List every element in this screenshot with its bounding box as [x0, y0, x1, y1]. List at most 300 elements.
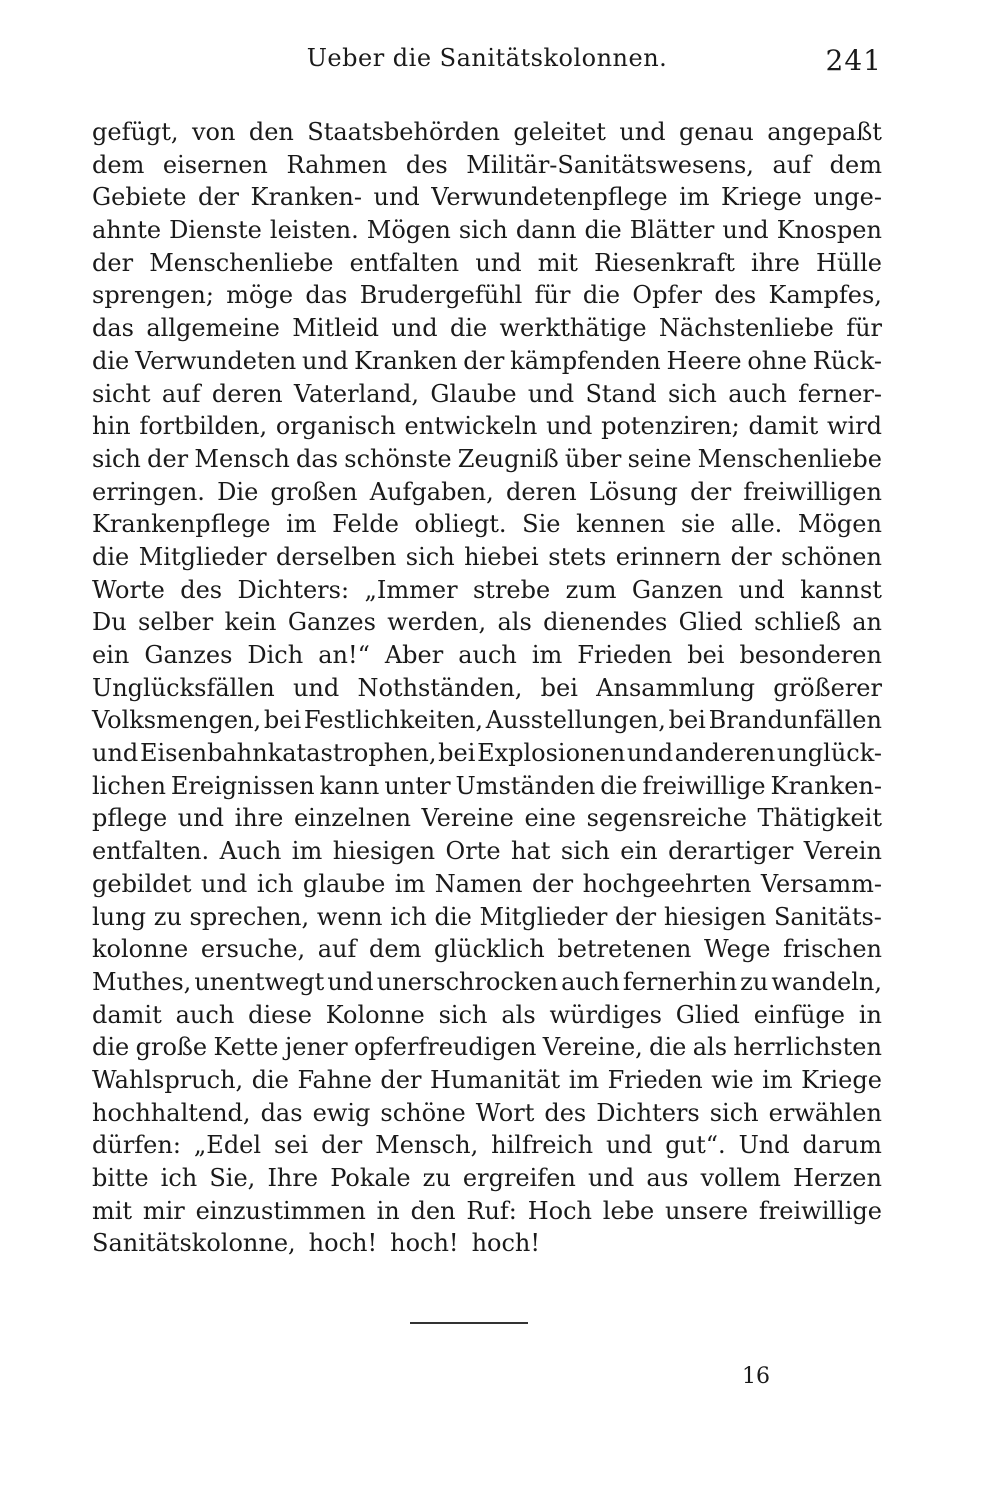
word: Kranken — [354, 346, 458, 375]
word: Stand — [585, 379, 657, 408]
word: des — [180, 575, 223, 604]
word: ihre — [234, 804, 284, 833]
word: schließ — [754, 608, 841, 637]
word: Mensch — [194, 444, 290, 473]
word: Verwundetenpflege — [431, 183, 668, 212]
word: Sanitäts- — [773, 902, 882, 931]
word: Dichters — [596, 1098, 700, 1127]
text-line — [92, 214, 882, 247]
word: hoch! — [308, 1229, 378, 1258]
word: Brudergefühl — [359, 281, 523, 310]
word: ahnte — [92, 216, 162, 245]
word: die — [449, 314, 488, 343]
word: Riesenkraft — [594, 248, 735, 277]
word: Thätigkeit — [757, 804, 882, 833]
word: werkthätige — [499, 314, 647, 343]
word: strebe — [472, 575, 551, 604]
word: „Immer — [364, 575, 458, 604]
text-line — [92, 312, 882, 345]
word: Ruf: — [466, 1196, 517, 1225]
word: im — [286, 510, 317, 539]
word: hiesigen — [332, 837, 436, 866]
word: gut“. — [665, 1131, 726, 1160]
text-line — [92, 1162, 882, 1195]
word: anderen — [674, 739, 776, 768]
word: Nächstenliebe — [658, 314, 834, 343]
word: Staatsbehörden — [307, 118, 500, 146]
word: die — [582, 281, 621, 310]
word: Muthes, — [92, 967, 192, 996]
word: sei — [274, 1131, 309, 1160]
word: Ganzes — [144, 641, 233, 669]
text-line — [92, 802, 882, 835]
word: Aufgaben, — [369, 477, 494, 506]
word: hoch! — [471, 1229, 541, 1258]
word: ich — [160, 1164, 198, 1192]
text-line — [92, 1195, 882, 1228]
word: der — [463, 346, 505, 375]
word: Unglücksfällen — [92, 673, 275, 702]
running-title: Ueber die Sanitätskolonnen. — [306, 44, 668, 72]
text-line — [92, 116, 882, 149]
word: hin — [92, 412, 131, 441]
word: Sanitätskolonne, — [92, 1229, 296, 1258]
word: glücklich — [434, 935, 545, 964]
word: schöne — [380, 1098, 466, 1127]
word: Kampfes, — [768, 281, 882, 310]
word: Mögen — [366, 216, 451, 245]
word: Heere — [666, 346, 742, 375]
word: und — [475, 248, 522, 277]
word: mir — [142, 1196, 185, 1225]
signature-mark: 16 — [742, 1364, 770, 1389]
word: Verwundeten — [135, 346, 297, 375]
word: Mitleid — [292, 314, 379, 343]
word: sich — [667, 379, 717, 408]
word: unsere — [665, 1196, 749, 1225]
word: hilfreich — [491, 1131, 594, 1160]
word: die — [92, 1033, 130, 1062]
word: stets — [548, 542, 607, 571]
word: das — [305, 281, 348, 310]
body-text — [92, 116, 882, 1260]
word: entwickeln — [404, 412, 538, 441]
word: Frieden — [607, 1065, 703, 1094]
word: Festlichkeiten, — [303, 706, 483, 735]
word: Vereine, — [542, 1033, 643, 1062]
word: die — [600, 771, 638, 800]
word: Fahne — [297, 1065, 372, 1094]
word: auf — [772, 150, 812, 179]
word: Hülle — [816, 248, 882, 277]
word: gebildet — [92, 869, 192, 898]
word: sich — [92, 444, 141, 473]
word: der — [615, 902, 657, 931]
word: Militär-Sanitätswesens, — [466, 150, 754, 179]
word: auf — [161, 379, 201, 408]
text-line — [92, 933, 882, 966]
word: Und — [738, 1131, 790, 1160]
word: das — [92, 314, 134, 343]
word: jener — [284, 1033, 348, 1062]
word: im — [679, 183, 710, 212]
word: kann — [319, 771, 380, 800]
word: derartiger — [668, 837, 794, 866]
word: der — [321, 1131, 363, 1160]
word: des — [714, 281, 757, 310]
word: Herzen — [793, 1164, 882, 1192]
word: Wege — [703, 935, 771, 964]
word: im — [291, 837, 323, 866]
word: bei — [668, 706, 706, 735]
word: in — [376, 1196, 400, 1225]
word: Vaterland, — [293, 379, 420, 408]
word: Nothständen, — [357, 673, 523, 702]
word: und — [92, 739, 139, 768]
word: sprengen; — [92, 281, 214, 310]
word: dienendes — [543, 608, 668, 637]
text-line — [92, 1129, 882, 1162]
word: seine — [627, 444, 692, 473]
text-line — [92, 443, 882, 476]
word: zu — [740, 967, 769, 996]
word: hat — [511, 837, 551, 866]
word: bei — [687, 641, 725, 669]
word: lichen — [92, 771, 166, 800]
word: Blätter — [629, 216, 715, 245]
word: auch — [728, 379, 787, 408]
word: Mögen — [797, 510, 882, 539]
word: betretenen — [557, 935, 692, 964]
word: alle. — [730, 510, 783, 539]
word: wandeln, — [771, 967, 882, 996]
word: gefügt, — [92, 118, 179, 146]
word: Sie, — [209, 1164, 256, 1192]
word: freiwillige — [758, 1196, 882, 1225]
word: darum — [802, 1131, 882, 1160]
word: ersuche, — [200, 935, 306, 964]
word: und — [722, 216, 769, 245]
word: im — [394, 869, 426, 898]
word: freiwillige — [642, 771, 766, 800]
word: genau — [679, 118, 754, 146]
word: und — [292, 673, 340, 702]
word: unge- — [813, 183, 882, 212]
word: Glied — [678, 608, 743, 637]
page-number: 241 — [825, 44, 882, 77]
word: der — [730, 542, 772, 571]
word: derselben — [276, 542, 397, 571]
word: Ansammlung — [596, 673, 756, 702]
word: Felde — [332, 510, 399, 539]
word: zum — [565, 575, 617, 604]
word: die — [584, 216, 622, 245]
word: ich — [256, 869, 294, 898]
text-line — [92, 835, 882, 868]
word: Lösung — [588, 477, 678, 506]
word: und — [738, 575, 785, 604]
word: ferner- — [798, 379, 882, 408]
word: fortbilden, — [139, 412, 268, 441]
word: Pokale — [330, 1164, 411, 1192]
word: schönen — [781, 542, 882, 571]
word: lung — [92, 902, 146, 931]
word: das — [260, 1098, 303, 1127]
word: von — [191, 118, 236, 146]
text-line — [92, 1031, 882, 1064]
text-line — [92, 279, 882, 312]
word: Kolonne — [325, 1000, 425, 1029]
word: der — [380, 1065, 422, 1094]
text-line — [92, 1064, 882, 1097]
word: des — [405, 150, 448, 179]
word: Glaube — [430, 379, 517, 408]
word: Explosionen — [477, 739, 626, 768]
word: kennen — [576, 510, 666, 539]
word: für — [534, 281, 571, 310]
word: Wort — [475, 1098, 535, 1127]
word: als — [692, 1033, 728, 1062]
word: besonderen — [739, 641, 882, 669]
word: glaube — [302, 869, 386, 898]
word: opferfreudigen — [353, 1033, 537, 1062]
text-line — [92, 704, 882, 737]
word: fernerhin — [622, 967, 738, 996]
word: Wahlspruch, — [92, 1065, 244, 1094]
word: erwählen — [768, 1098, 882, 1127]
word: Umständen — [455, 771, 596, 800]
word: Kriege — [721, 183, 802, 212]
word: auch — [458, 641, 517, 669]
word: unerschrocken — [376, 967, 559, 996]
word: sich — [438, 1000, 488, 1029]
word: die — [92, 346, 130, 375]
word: dem — [92, 150, 145, 179]
word: der — [532, 869, 574, 898]
word: des — [544, 1098, 587, 1127]
word: einzelnen — [293, 804, 411, 833]
text-line — [92, 508, 882, 541]
word: deren — [505, 477, 577, 506]
word: Versamm- — [760, 869, 882, 898]
word: und — [327, 967, 374, 996]
word: und — [619, 118, 666, 146]
word: Zeugniß — [457, 444, 559, 473]
word: Worte — [92, 575, 165, 604]
word: und — [391, 314, 438, 343]
word: Glied — [675, 1000, 740, 1029]
word: der — [147, 444, 189, 473]
word: unentwegt — [194, 967, 325, 996]
word: den — [248, 118, 294, 146]
word: erringen. — [92, 477, 205, 506]
running-head — [92, 44, 882, 84]
text-line — [92, 639, 882, 672]
word: wird — [826, 412, 882, 441]
word: für — [846, 314, 882, 343]
text-line — [92, 181, 882, 214]
word: entfalten — [349, 248, 460, 277]
word: obliegt. — [414, 510, 507, 539]
word: und — [527, 379, 575, 408]
text-line — [92, 999, 882, 1032]
word: Rahmen — [286, 150, 388, 179]
word: Ganzes — [287, 608, 376, 637]
word: Knospen — [776, 216, 882, 245]
word: Namen — [434, 869, 523, 898]
word: sie — [680, 510, 716, 539]
word: kolonne — [92, 935, 189, 964]
word: hochgeehrten — [582, 869, 752, 898]
word: möge — [226, 281, 294, 310]
word: sich — [709, 1098, 759, 1127]
word: werden, — [387, 608, 487, 637]
word: und — [626, 739, 674, 768]
word: als — [497, 608, 532, 637]
word: Humanität — [429, 1065, 561, 1094]
word: hiesigen — [663, 902, 767, 931]
word: zu — [153, 902, 182, 931]
text-line — [92, 378, 882, 411]
word: lebe — [602, 1196, 655, 1225]
word: pflege — [92, 804, 168, 833]
text-line — [92, 672, 882, 705]
word: die — [649, 1033, 687, 1062]
word: wenn — [316, 902, 383, 931]
word: große — [135, 1033, 208, 1062]
word: geleitet — [513, 118, 606, 146]
word: ein — [92, 641, 130, 669]
word: Menschenliebe — [697, 444, 882, 473]
word: größerer — [773, 673, 882, 702]
word: Dienste — [169, 216, 262, 245]
word: zu — [422, 1164, 451, 1192]
word: freiwilligen — [743, 477, 882, 506]
word: ich — [390, 902, 427, 931]
text-line — [92, 247, 882, 280]
word: sich — [458, 216, 508, 245]
word: und — [373, 183, 420, 212]
text-line — [92, 1227, 882, 1260]
word: hochhaltend, — [92, 1098, 251, 1127]
word: Auch — [219, 837, 282, 866]
word: auch — [175, 1000, 235, 1029]
word: als — [501, 1000, 536, 1029]
word: Ganzen — [631, 575, 724, 604]
word: herrlichsten — [733, 1033, 882, 1062]
word: bei — [438, 739, 476, 768]
word: Hoch — [527, 1196, 592, 1225]
word: Ihre — [267, 1164, 319, 1192]
word: ein — [620, 837, 658, 866]
word: sich — [405, 542, 455, 571]
word: Ausstellungen, — [485, 706, 666, 735]
word: Aber — [384, 641, 444, 669]
word: die — [251, 1065, 289, 1094]
word: im — [762, 1065, 793, 1094]
word: Kranken- — [250, 183, 362, 212]
word: bei — [540, 673, 578, 702]
word: dürfen: — [92, 1131, 181, 1160]
word: entfalten. — [92, 837, 210, 866]
word: in — [858, 1000, 882, 1029]
word: Brandunfällen — [708, 706, 882, 735]
word: hoch! — [390, 1229, 459, 1258]
word: Du — [92, 608, 127, 637]
word: großen — [270, 477, 358, 506]
word: sich — [560, 837, 610, 866]
word: „Edel — [193, 1131, 262, 1160]
word: bei — [263, 706, 302, 735]
word: erinnern — [615, 542, 722, 571]
word: leisten. — [269, 216, 359, 245]
word: Kriege — [801, 1065, 882, 1094]
word: organisch — [275, 412, 396, 441]
word: frischen — [783, 935, 882, 964]
word: Krankenpflege — [92, 510, 271, 539]
word: und — [177, 804, 224, 833]
word: und — [587, 1164, 635, 1192]
word: Dichters: — [237, 575, 350, 604]
word: Orte — [445, 837, 501, 866]
word: im — [568, 1065, 600, 1094]
word: Volksmengen, — [92, 706, 262, 735]
word: einfüge — [753, 1000, 845, 1029]
word: deren — [211, 379, 283, 408]
word: dem — [369, 935, 422, 964]
word: mit — [92, 1196, 133, 1225]
word: eisernen — [162, 150, 268, 179]
text-line — [92, 345, 882, 378]
word: allgemeine — [146, 314, 280, 343]
word: kämpfenden — [510, 346, 661, 375]
word: ohne — [747, 346, 807, 375]
word: Eisenbahnkatastrophen, — [139, 739, 437, 768]
word: segensreiche — [586, 804, 747, 833]
word: damit — [92, 1000, 162, 1029]
text-line — [92, 149, 882, 182]
word: auf — [317, 935, 357, 964]
word: und — [546, 412, 593, 441]
word: schönste — [344, 444, 452, 473]
word: Die — [217, 477, 259, 506]
word: Sie — [522, 510, 561, 539]
end-rule — [410, 1322, 528, 1324]
word: dann — [515, 216, 577, 245]
word: angepaßt — [767, 118, 882, 146]
word: hiebei — [464, 542, 539, 571]
word: über — [564, 444, 622, 473]
text-line — [92, 574, 882, 607]
word: das — [296, 444, 339, 473]
word: Ereignissen — [170, 771, 315, 800]
word: einzustimmen — [195, 1196, 366, 1225]
word: an!“ — [318, 641, 370, 669]
word: ergreifen — [462, 1164, 576, 1192]
word: Mitglieder — [138, 542, 267, 571]
word: Opfer — [632, 281, 702, 310]
word: mit — [537, 248, 578, 277]
word: der — [197, 183, 240, 212]
word: potenziren; — [601, 412, 740, 441]
text-line — [92, 868, 882, 901]
word: damit — [748, 412, 819, 441]
text-line — [92, 770, 882, 803]
word: und — [201, 869, 248, 898]
word: dem — [829, 150, 882, 179]
word: die — [92, 542, 130, 571]
word: Rück- — [812, 346, 882, 375]
